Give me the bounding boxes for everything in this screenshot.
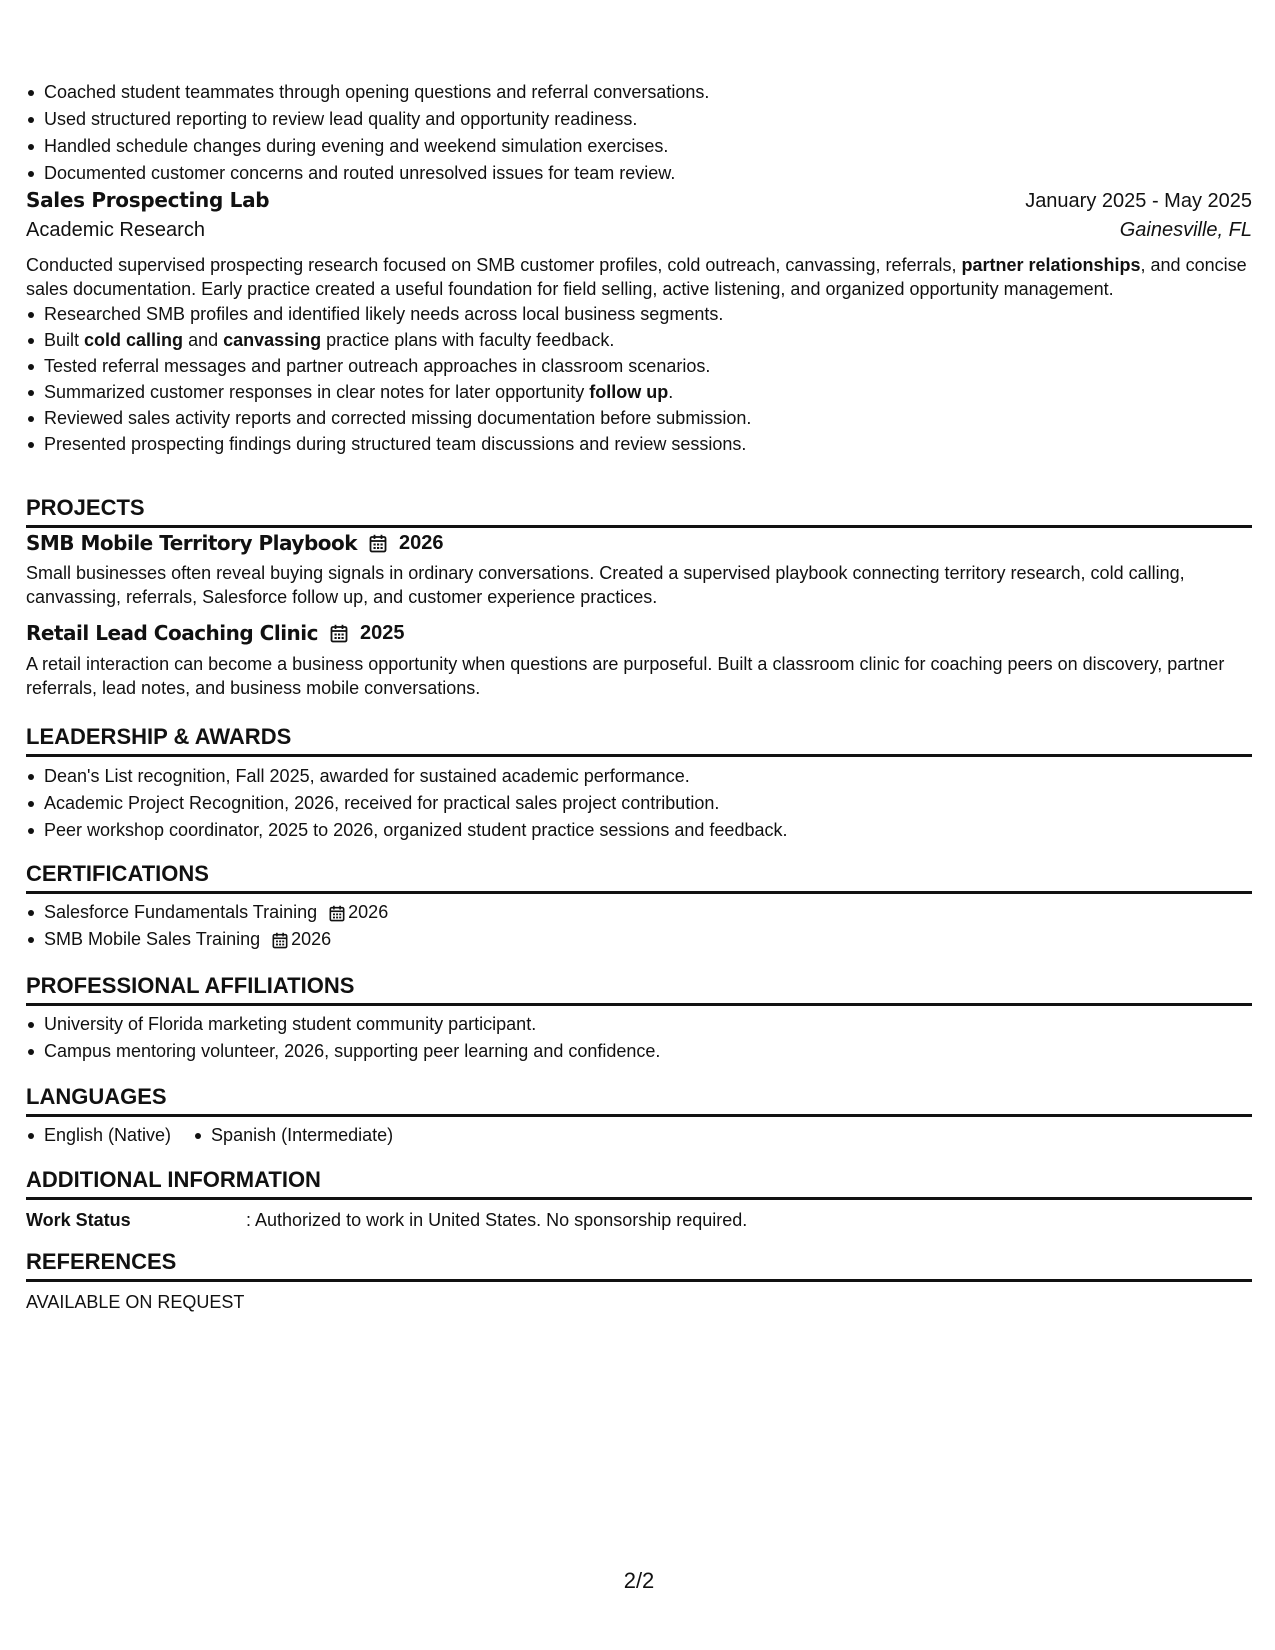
organization-name: Sales Prospecting Lab: [26, 188, 270, 212]
list-item: Used structured reporting to review lead quality and opportunity readiness.: [26, 106, 1252, 133]
references-text: AVAILABLE ON REQUEST: [26, 1292, 245, 1312]
section-title-projects: PROJECTS: [26, 494, 1252, 528]
project-description: Small businesses often reveal buying signals in ordinary conversations. Created a supervised playbook connecting territory research, cold calling, canvassing, referrals, Salesforce follow up, and customer experience practices.: [26, 563, 1185, 607]
section-title-certifications: CERTIFICATIONS: [26, 860, 1252, 894]
list-item: Researched SMB profiles and identified likely needs across local business segments.: [26, 301, 1252, 327]
list-item: Presented prospecting findings during structured team discussions and review sessions.: [26, 431, 1252, 457]
entry-summary: Conducted supervised prospecting research focused on SMB customer profiles, cold outreach, canvassing, referrals, partner relationships, and concise sales documentation. Early practice created a useful foundation for field selling, active listening, and organized opportunity management.: [26, 255, 1247, 299]
list-item: Dean's List recognition, Fall 2025, awarded for sustained academic performance.: [26, 763, 1252, 790]
section-title-additional: ADDITIONAL INFORMATION: [26, 1166, 1252, 1200]
list-item: Handled schedule changes during evening and weekend simulation exercises.: [26, 133, 1252, 160]
affiliations-list: [26, 1011, 1252, 1065]
list-item: Documented customer concerns and routed unresolved issues for team review.: [26, 160, 1252, 187]
list-item: Spanish (Intermediate): [193, 1122, 393, 1149]
certifications-list: [26, 899, 1252, 953]
calendar-icon: [369, 534, 387, 553]
list-item: Reviewed sales activity reports and corrected missing documentation before submission.: [26, 405, 1252, 431]
project-header: [26, 531, 444, 555]
project-name: SMB Mobile Territory Playbook: [26, 531, 358, 555]
list-item: Campus mentoring volunteer, 2026, supporting peer learning and confidence.: [26, 1038, 1252, 1065]
list-item: [26, 899, 1252, 926]
experience-bullets-continued: [26, 79, 1252, 187]
entry-location: Gainesville, FL: [1119, 219, 1252, 241]
section-title-references: REFERENCES: [26, 1248, 1252, 1282]
list-item: Summarized customer responses in clear notes for later opportunity follow up.: [26, 379, 1252, 405]
list-item: Academic Project Recognition, 2026, received for practical sales project contribution.: [26, 790, 1252, 817]
calendar-icon: [330, 624, 348, 643]
certification-year: 2026: [291, 929, 332, 949]
list-item: Peer workshop coordinator, 2025 to 2026, organized student practice sessions and feedback.: [26, 817, 1252, 844]
entry-bullets: [26, 301, 1252, 457]
list-item: Built cold calling and canvassing practice plans with faculty feedback.: [26, 327, 1252, 353]
page-number: 2/2: [623, 1568, 655, 1593]
section-title-affiliations: PROFESSIONAL AFFILIATIONS: [26, 972, 1252, 1006]
resume-page: [26, 0, 1252, 1650]
entry-role: Academic Research: [26, 219, 205, 241]
leadership-list: [26, 763, 1252, 844]
work-status-label: Work Status: [26, 1210, 131, 1230]
entry-dates: January 2025 - May 2025: [1025, 190, 1252, 212]
section-title-languages: LANGUAGES: [26, 1083, 1252, 1117]
certification-name: SMB Mobile Sales Training: [44, 929, 261, 949]
calendar-icon: [272, 926, 288, 953]
work-status-row: [26, 1208, 747, 1232]
section-title-leadership: LEADERSHIP & AWARDS: [26, 723, 1252, 757]
project-header: [26, 621, 405, 645]
entry-subheader: [26, 219, 1252, 242]
list-item: [26, 926, 1252, 953]
list-item: English (Native): [26, 1122, 171, 1149]
certification-name: Salesforce Fundamentals Training: [44, 902, 318, 922]
list-item: University of Florida marketing student community participant.: [26, 1011, 1252, 1038]
list-item: Tested referral messages and partner outreach approaches in classroom scenarios.: [26, 353, 1252, 379]
calendar-icon: [329, 899, 345, 926]
work-status-value: : Authorized to work in United States. No sponsorship required.: [246, 1210, 748, 1230]
project-name: Retail Lead Coaching Clinic: [26, 621, 318, 645]
entry-header: [26, 188, 1252, 213]
list-item: Coached student teammates through opening questions and referral conversations.: [26, 79, 1252, 106]
project-year: 2025: [360, 621, 405, 644]
languages-list: [26, 1122, 393, 1149]
project-year: 2026: [399, 531, 444, 554]
certification-year: 2026: [348, 902, 389, 922]
project-description: A retail interaction can become a business opportunity when questions are purposeful. Built a classroom clinic for coaching peers on discovery, partner referrals, lead notes, and business mobile conversations.: [26, 654, 1225, 698]
